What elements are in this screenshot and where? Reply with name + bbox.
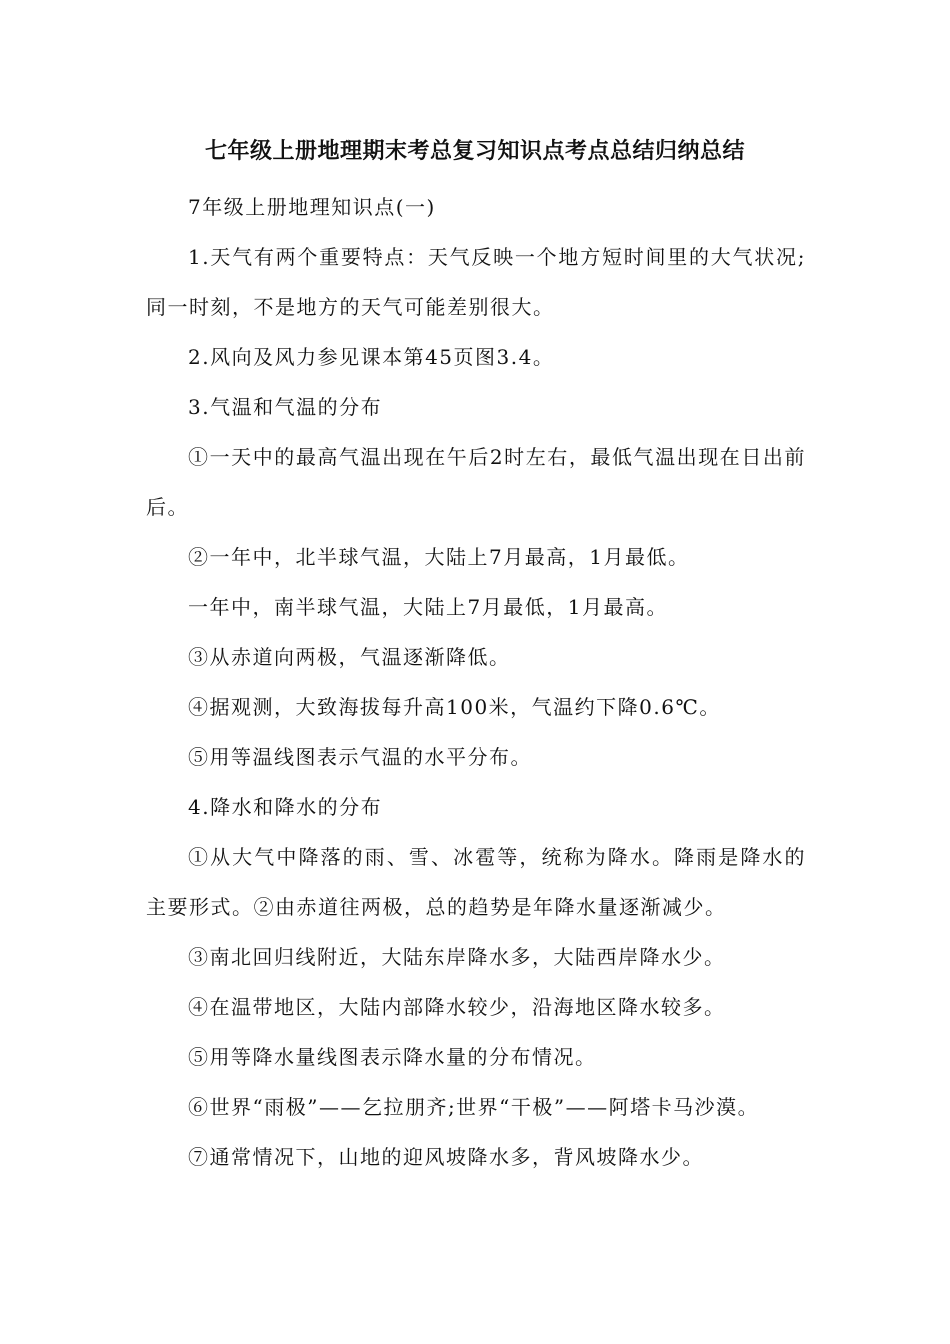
paragraph: ④在温带地区，大陆内部降水较少，沿海地区降水较多。 bbox=[188, 995, 726, 1019]
paragraph: 2.风向及风力参见课本第45页图3.4。 bbox=[188, 345, 555, 369]
paragraph: 1.天气有两个重要特点：天气反映一个地方短时间里的大气状况;同一时刻，不是地方的天气可能差别很大。 bbox=[146, 245, 806, 319]
paragraph: ⑦通常情况下，山地的迎风坡降水多，背风坡降水少。 bbox=[188, 1145, 704, 1169]
section-heading: 7年级上册地理知识点(一) bbox=[188, 195, 436, 219]
paragraph: ⑤用等降水量线图表示降水量的分布情况。 bbox=[188, 1045, 597, 1069]
paragraph: ①一天中的最高气温出现在午后2时左右，最低气温出现在日出前后。 bbox=[146, 445, 806, 519]
document-body bbox=[146, 182, 806, 1182]
paragraph: 一年中，南半球气温，大陆上7月最低，1月最高。 bbox=[188, 595, 668, 619]
document-title: 七年级上册地理期末考总复习知识点考点总结归纳总结 bbox=[204, 139, 745, 164]
paragraph: ②一年中，北半球气温，大陆上7月最高，1月最低。 bbox=[188, 545, 690, 569]
paragraph: ⑥世界“雨极”——乞拉朋齐;世界“干极”——阿塔卡马沙漠。 bbox=[188, 1095, 760, 1119]
paragraph: ⑤用等温线图表示气温的水平分布。 bbox=[188, 745, 532, 769]
paragraph: ④据观测，大致海拔每升高100米，气温约下降0.6℃。 bbox=[188, 695, 721, 719]
paragraph: ①从大气中降落的雨、雪、冰雹等，统称为降水。降雨是降水的主要形式。②由赤道往两极，总的趋势是年降水量逐渐减少。 bbox=[146, 845, 806, 919]
paragraph: ③南北回归线附近，大陆东岸降水多，大陆西岸降水少。 bbox=[188, 945, 726, 969]
subsection-heading: 3.气温和气温的分布 bbox=[188, 395, 383, 419]
subsection-heading: 4.降水和降水的分布 bbox=[188, 795, 383, 819]
paragraph: ③从赤道向两极，气温逐渐降低。 bbox=[188, 645, 511, 669]
